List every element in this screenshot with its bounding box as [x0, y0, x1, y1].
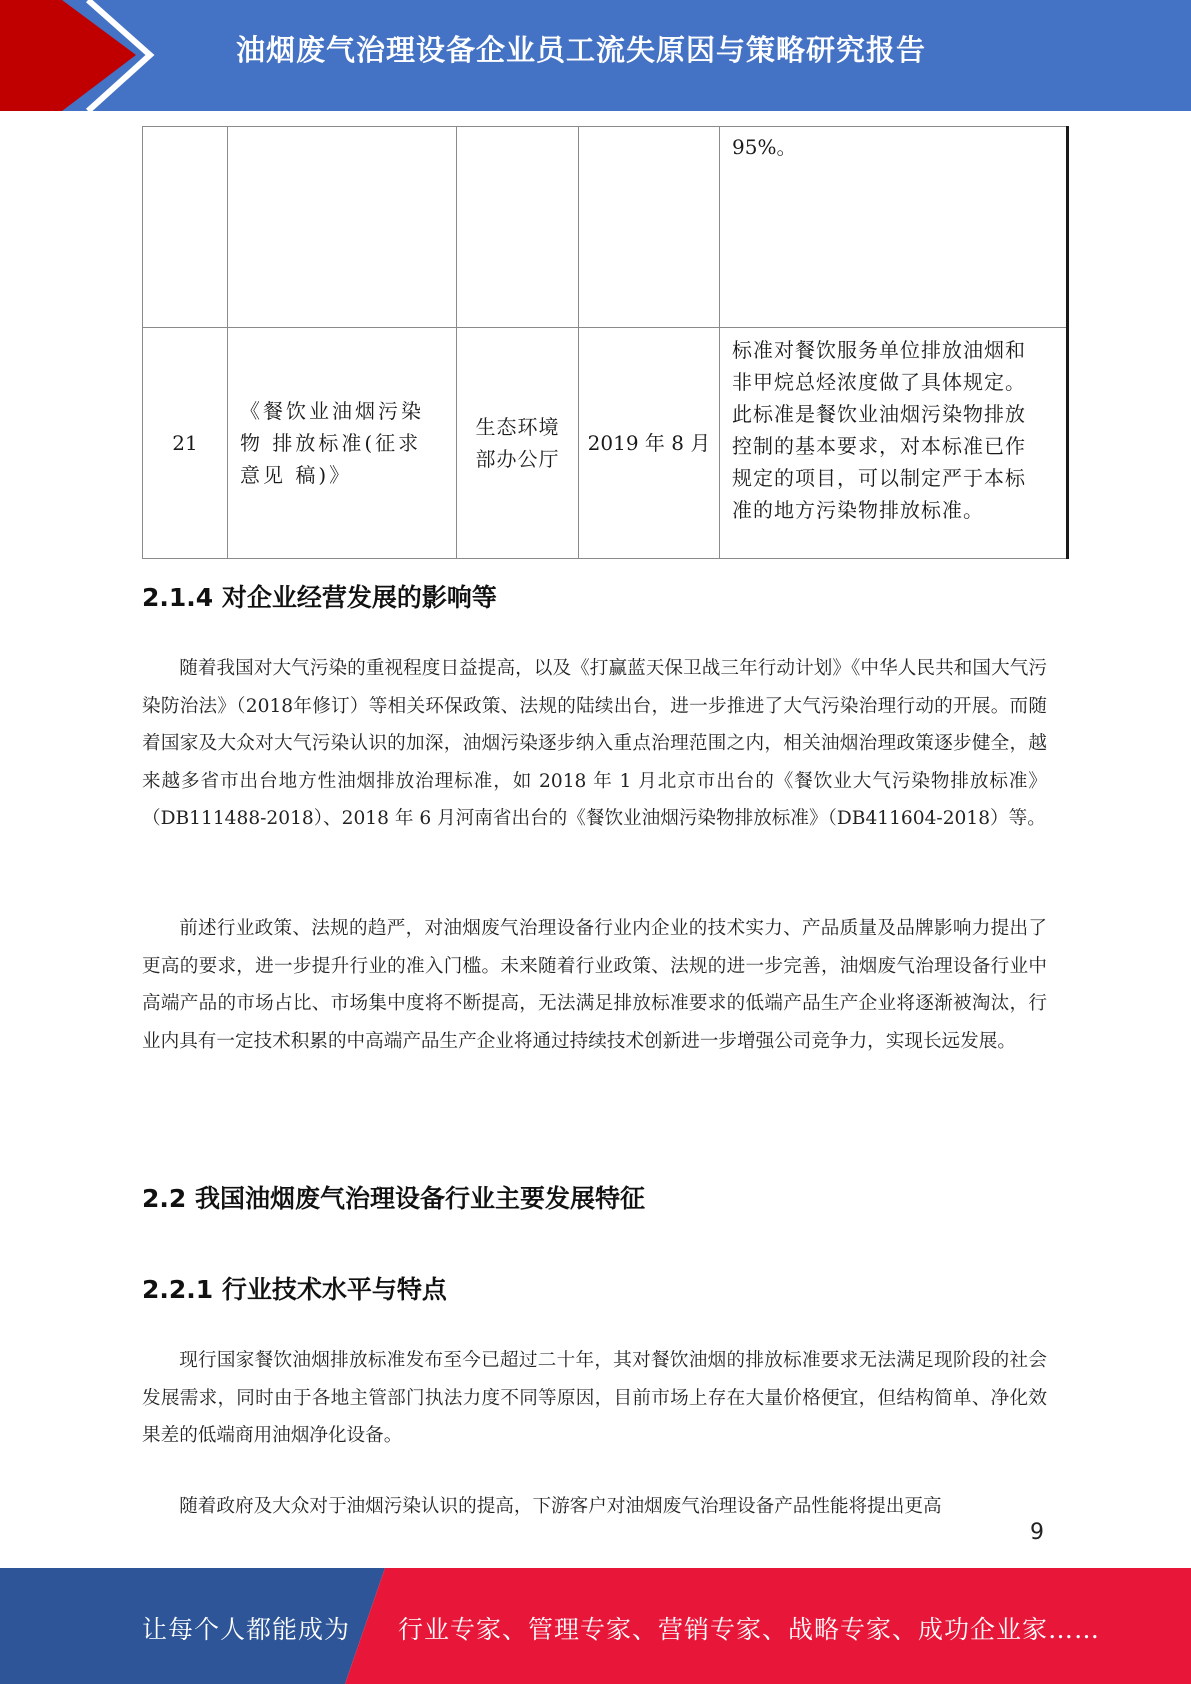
footer-slogan-right: 行业专家、管理专家、营销专家、战略专家、成功企业家…… [398, 1615, 1101, 1644]
page-number: 9 [1030, 1520, 1044, 1545]
cell-department: 生态环境部办公厅 [457, 328, 579, 559]
cell-number: 21 [143, 328, 228, 559]
section-heading-2-2: 2.2 我国油烟废气治理设备行业主要发展特征 [142, 1184, 645, 1213]
cell-standard-name: 《餐饮业油烟污染物 排放标准(征求意见 稿)》 [228, 328, 457, 559]
page-footer [0, 1568, 1191, 1684]
paragraph: 随着我国对大气污染的重视程度日益提高，以及《打赢蓝天保卫战三年行动计划》《中华人民共和国大气污染防治法》（2018年修订）等相关环保政策、法规的陆续出台，进一步推进了大气污染治理行动的开展。而随着国家及大众对大气污染认识的加深，油烟污染逐步纳入重点治理范围之内，相关油烟治理政策逐步健全，越来越多省市出台地方性油烟排放治理标准，如 2018 年 1 月北京市出台的《餐饮业大气污染物排放标准》（DB111488-2018）、2018 年 6 月河南省出台的《餐饮业油烟污染物排放标准》（DB411604-2018）等。 [142, 658, 1047, 829]
standards-table [142, 126, 1069, 559]
table-row [143, 328, 1068, 559]
cell-department [457, 127, 579, 328]
header-chevron-icon [0, 0, 160, 111]
paragraph: 现行国家餐饮油烟排放标准发布至今已超过二十年，其对餐饮油烟的排放标准要求无法满足现阶段的社会发展需求，同时由于各地主管部门执法力度不同等原因，目前市场上存在大量价格便宜，但结构简单、净化效果差的低端商用油烟净化设备。 [142, 1350, 1047, 1446]
section-heading-2-2-1: 2.2.1 行业技术水平与特点 [142, 1275, 447, 1304]
paragraph: 随着政府及大众对于油烟污染认识的提高，下游客户对油烟废气治理设备产品性能将提出更高 [179, 1496, 942, 1517]
report-title: 油烟废气治理设备企业员工流失原因与策略研究报告 [236, 33, 927, 67]
paragraph: 前述行业政策、法规的趋严，对油烟废气治理设备行业内企业的技术实力、产品质量及品牌影响力提出了更高的要求，进一步提升行业的准入门槛。未来随着行业政策、法规的进一步完善，油烟废气治理设备行业中高端产品的市场占比、市场集中度将不断提高，无法满足排放标准要求的低端产品生产企业将逐渐被淘汰，行业内具有一定技术积累的中高端产品生产企业将通过持续技术创新进一步增强公司竞争力，实现长远发展。 [142, 918, 1047, 1052]
cell-date: 2019 年 8 月 [579, 328, 720, 559]
section-heading-2-1-4: 2.1.4 对企业经营发展的影响等 [142, 583, 497, 612]
table-row [143, 127, 1068, 328]
page-header [0, 0, 1191, 111]
footer-slogan-left: 让每个人都能成为 [142, 1615, 351, 1644]
cell-content: 标准对餐饮服务单位排放油烟和 非甲烷总烃浓度做了具体规定。 此标准是餐饮业油烟污染物排放 控制的基本要求，对本标准已作 规定的项目，可以制定严于本标 准的地方污染物排放标准。 [720, 328, 1068, 559]
cell-content: 95%。 [720, 127, 1068, 328]
cell-standard-name [228, 127, 457, 328]
cell-number [143, 127, 228, 328]
cell-date [579, 127, 720, 328]
